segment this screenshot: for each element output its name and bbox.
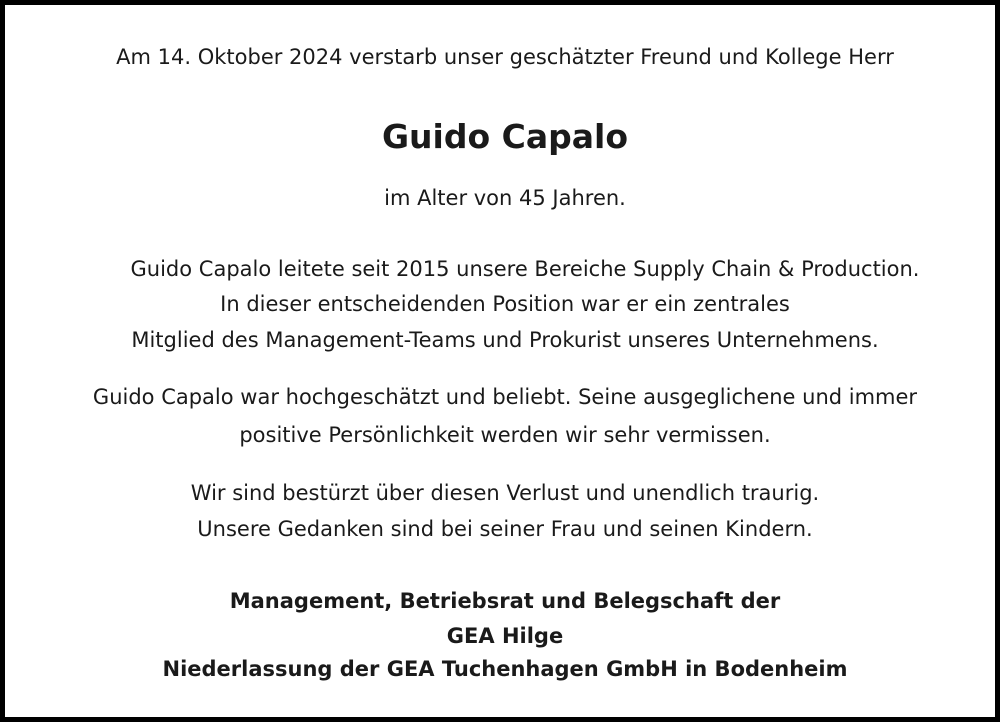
paragraph-1-line-2: In dieser entscheidenden Position war er ein zentrales (220, 292, 790, 316)
deceased-name: Guido Capalo (381, 117, 629, 156)
age-text: im Alter von 45 Jahren. (384, 186, 626, 210)
paragraph-2-line-2: positive Persönlichkeit werden wir sehr vermissen. (239, 423, 771, 447)
paragraph-1-line-1: Guido Capalo leitete seit 2015 unsere Bereiche Supply Chain & Production. (130, 257, 920, 281)
signature-line-3: Niederlassung der GEA Tuchenhagen GmbH in Bodenheim (162, 657, 848, 681)
paragraph-3-line-2: Unsere Gedanken sind bei seiner Frau und seinen Kindern. (197, 517, 813, 541)
signature-line-1: Management, Betriebsrat und Belegschaft der (229, 589, 781, 613)
signature-company: GEA Hilge (446, 624, 564, 648)
intro-text: Am 14. Oktober 2024 verstarb unser geschätzter Freund und Kollege Herr (116, 45, 894, 69)
paragraph-3-line-1: Wir sind bestürzt über diesen Verlust und unendlich traurig. (190, 481, 820, 505)
paragraph-1-line-3: Mitglied des Management-Teams und Prokurist unseres Unternehmens. (131, 328, 879, 352)
paragraph-2-line-1: Guido Capalo war hochgeschätzt und beliebt. Seine ausgeglichene und immer (92, 385, 918, 409)
